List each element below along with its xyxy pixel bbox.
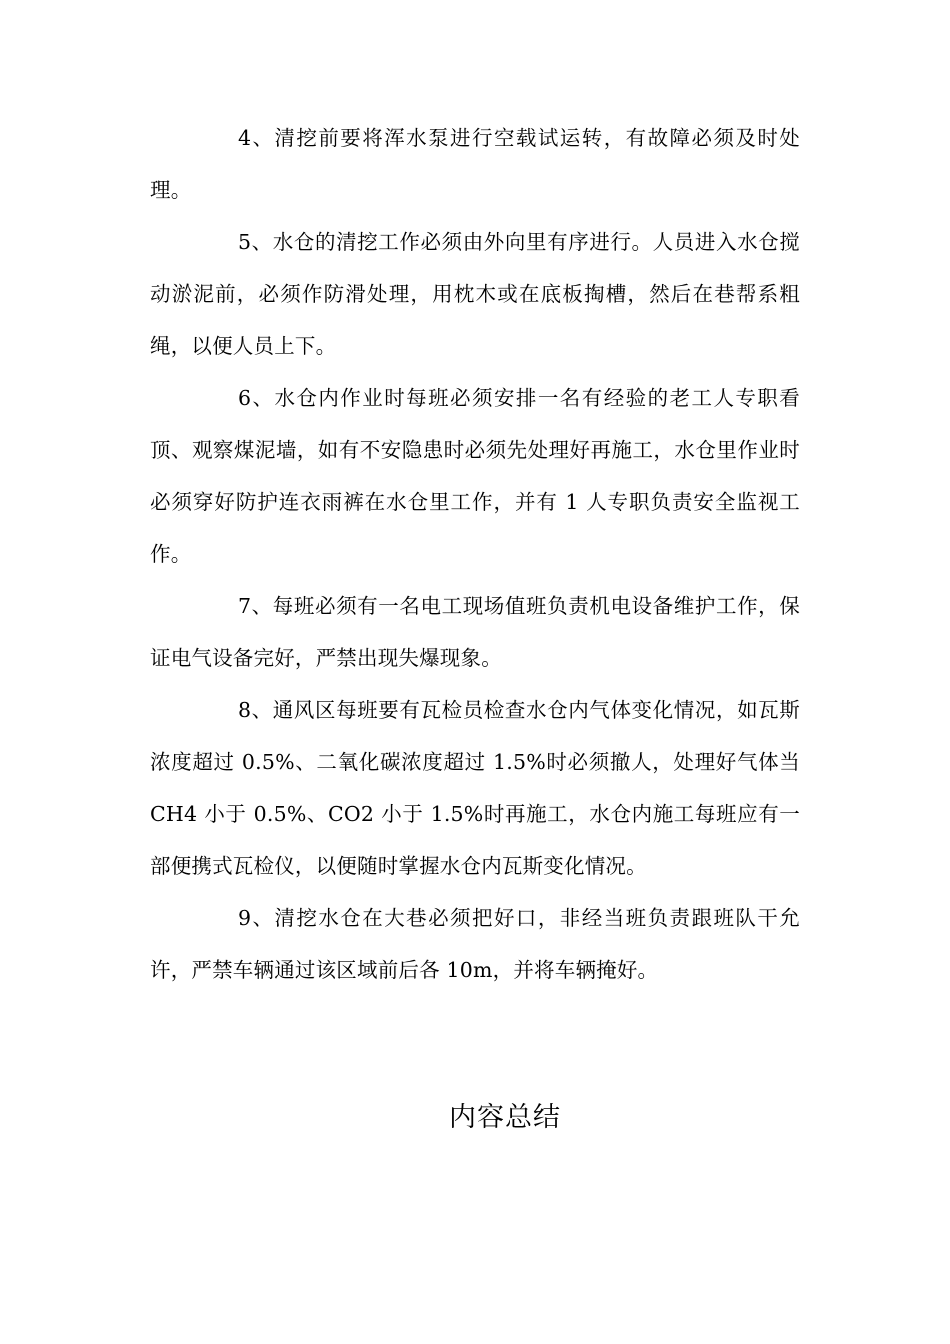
paragraph-item-4: 4、清挖前要将浑水泵进行空载试运转，有故障必须及时处理。 <box>150 126 800 202</box>
paragraph-item-7: 7、每班必须有一名电工现场值班负责机电设备维护工作，保证电气设备完好，严禁出现失爆现象。 <box>150 594 800 670</box>
paragraph-item-9: 9、清挖水仓在大巷必须把好口，非经当班负责跟班队干允许，严禁车辆通过该区域前后各 10m，并将车辆掩好。 <box>150 906 800 982</box>
paragraph-item-5: 5、水仓的清挖工作必须由外向里有序进行。人员进入水仓搅动淤泥前，必须作防滑处理，用枕木或在底板掏槽，然后在巷帮系粗绳，以便人员上下。 <box>150 230 800 358</box>
paragraph-item-6: 6、水仓内作业时每班必须安排一名有经验的老工人专职看顶、观察煤泥墙，如有不安隐患时必须先处理好再施工，水仓里作业时必须穿好防护连衣雨裤在水仓里工作，并有 1 人专职负责安全监视工作。 <box>150 386 800 566</box>
paragraph-item-8: 8、通风区每班要有瓦检员检查水仓内气体变化情况，如瓦斯浓度超过 0.5%、二氧化碳浓度超过 1.5%时必须撤人，处理好气体当 CH4 小于 0.5%、CO2 小于 1.5%时再施工，水仓内施工每班应有一部便携式瓦检仪，以便随时掌握水仓内瓦斯变化情况。 <box>150 698 800 878</box>
summary-heading: 内容总结 <box>449 1102 561 1133</box>
document-body <box>150 112 800 996</box>
